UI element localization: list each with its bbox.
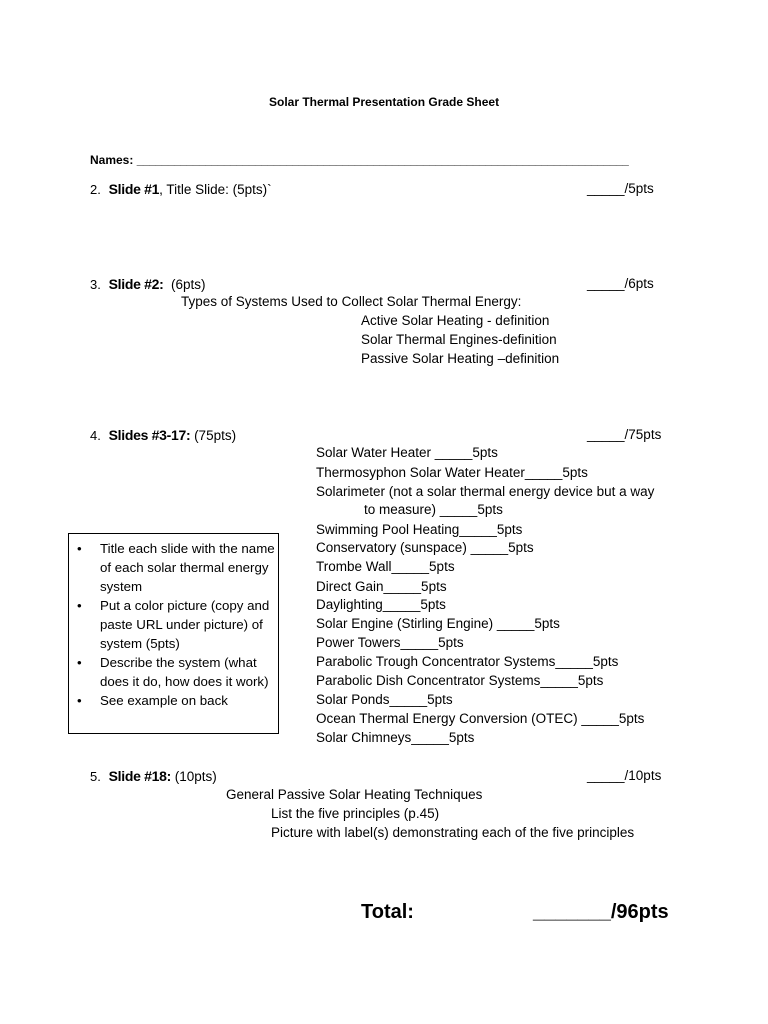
slide-description: (6pts) [163, 277, 206, 292]
section-3-score: _____/6pts [587, 276, 654, 291]
total-score: _______/96pts [533, 901, 669, 923]
section-number: 5. [90, 769, 101, 784]
slide-label: Slide #18: [108, 768, 171, 784]
list-item: Solar Engine (Stirling Engine) _____5pts [316, 616, 560, 631]
section-5-score: _____/10pts [587, 768, 662, 783]
list-item: Power Towers_____5pts [316, 635, 464, 650]
list-item: Thermosyphon Solar Water Heater_____5pts [316, 465, 588, 480]
slide-label: Slide #1 [108, 181, 160, 197]
section-number: 3. [90, 277, 101, 292]
list-item: Daylighting_____5pts [316, 597, 446, 612]
instructions-box [68, 533, 279, 734]
section-5-subheading: General Passive Solar Heating Techniques [226, 787, 483, 802]
list-item-continued: to measure) _____5pts [364, 502, 503, 517]
bullet-icon: • [77, 693, 82, 708]
section-3-heading [90, 276, 206, 292]
list-item: Solar Thermal Engines-definition [361, 332, 557, 347]
slide-description: , Title Slide: (5pts)` [159, 182, 272, 197]
section-2-score: _____/5pts [587, 181, 654, 196]
instructions-list [69, 539, 280, 710]
section-4-heading [90, 427, 236, 443]
list-item: List the five principles (p.45) [271, 806, 440, 821]
instruction-item: • Describe the system (what does it do, how does it work) [77, 655, 269, 689]
slide-label: Slides #3-17: [108, 427, 191, 443]
list-item: Picture with label(s) demonstrating each of the five principles [271, 825, 635, 840]
list-item: Direct Gain_____5pts [316, 579, 447, 594]
section-2-heading [90, 181, 272, 197]
list-item: Solar Chimneys_____5pts [316, 730, 475, 745]
instruction-item: • Put a color picture (copy and paste URL under picture) of system (5pts) [77, 598, 270, 651]
section-3-intro: Types of Systems Used to Collect Solar Thermal Energy: [181, 294, 522, 309]
list-item: Passive Solar Heating –definition [361, 351, 560, 366]
list-item: Solarimeter (not a solar thermal energy device but a way [316, 484, 655, 499]
list-item: Parabolic Dish Concentrator Systems_____5pts [316, 673, 604, 688]
bullet-icon: • [77, 655, 82, 670]
slide-description: (10pts) [170, 769, 217, 784]
slide-description: (75pts) [190, 428, 237, 443]
list-item: Swimming Pool Heating_____5pts [316, 522, 523, 537]
section-number: 2. [90, 182, 101, 197]
names-label: Names: [90, 153, 134, 167]
list-item: Solar Water Heater _____5pts [316, 445, 498, 460]
list-item: Ocean Thermal Energy Conversion (OTEC) _____5pts [316, 711, 645, 726]
slide-label: Slide #2: [108, 276, 164, 292]
list-item: Conservatory (sunspace) _____5pts [316, 540, 534, 555]
instruction-item: • See example on back [77, 693, 228, 708]
names-field [90, 153, 628, 167]
list-item: Solar Ponds_____5pts [316, 692, 453, 707]
list-item: Trombe Wall_____5pts [316, 559, 455, 574]
page-title: Solar Thermal Presentation Grade Sheet [269, 95, 500, 109]
bullet-icon: • [77, 541, 82, 556]
section-number: 4. [90, 428, 101, 443]
list-item: Active Solar Heating - definition [361, 313, 550, 328]
bullet-icon: • [77, 598, 82, 613]
total-label: Total: [361, 901, 414, 923]
section-5-heading [90, 768, 217, 784]
list-item: Parabolic Trough Concentrator Systems_____5pts [316, 654, 619, 669]
instruction-item: • Title each slide with the name of each solar thermal energy system [77, 541, 275, 594]
names-blank-line: _______________________________________________________________________________ [136, 153, 629, 167]
section-4-score: _____/75pts [587, 427, 662, 442]
